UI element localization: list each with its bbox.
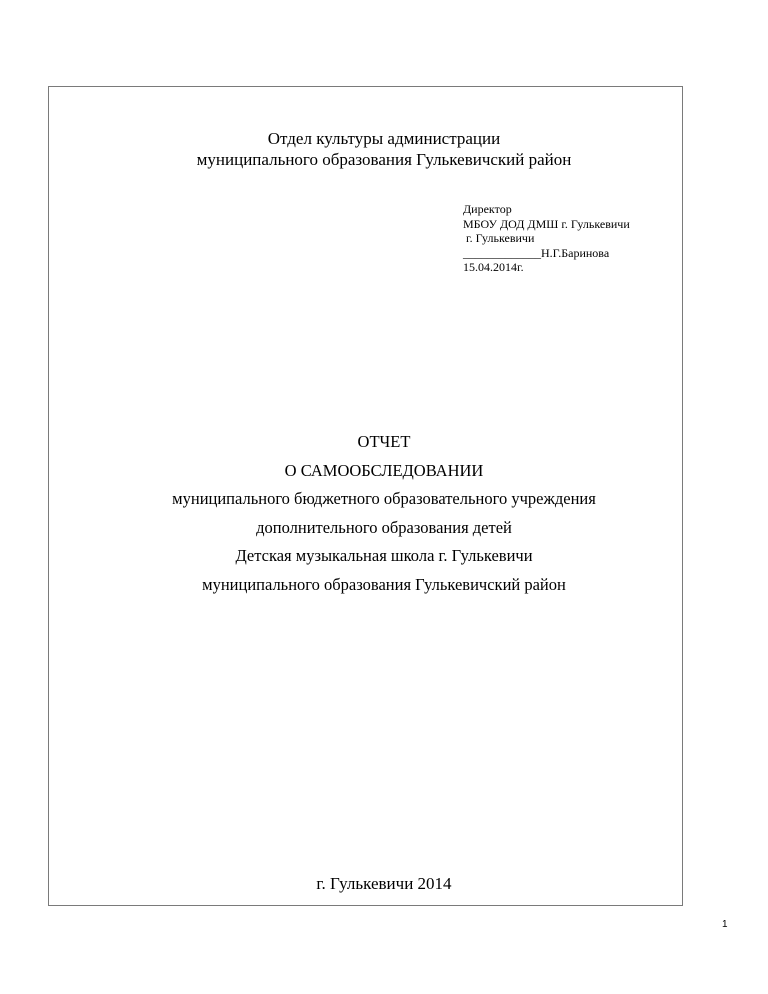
institution-line-4: муниципального образования Гулькевичский район [202, 574, 566, 594]
department-line-1: Отдел культуры администрации [267, 129, 501, 148]
institution-line-2: дополнительного образования детей [256, 517, 512, 537]
approval-position: Директор [463, 202, 512, 216]
report-subtitle: О САМООБСЛЕДОВАНИИ [284, 460, 484, 480]
approval-block [463, 202, 630, 275]
institution-line-1: муниципального бюджетного образовательного учреждения [172, 489, 596, 508]
approval-date: 15.04.2014г. [463, 260, 524, 274]
department-header [0, 128, 768, 170]
report-title: ОТЧЕТ [357, 432, 411, 451]
approval-organization: МБОУ ДОД ДМШ г. Гулькевичи [463, 216, 630, 231]
department-line-2: муниципального образования Гулькевичский район [196, 150, 572, 169]
city-year: г. Гулькевичи 2014 [316, 874, 452, 893]
institution-line-3: Детская музыкальная школа г. Гулькевичи [235, 546, 533, 565]
page-number: 1 [722, 919, 728, 930]
approval-signature-line: _____________Н.Г.Баринова [463, 245, 610, 260]
report-title-block [0, 428, 768, 599]
approval-city: г. Гулькевичи [466, 231, 535, 245]
